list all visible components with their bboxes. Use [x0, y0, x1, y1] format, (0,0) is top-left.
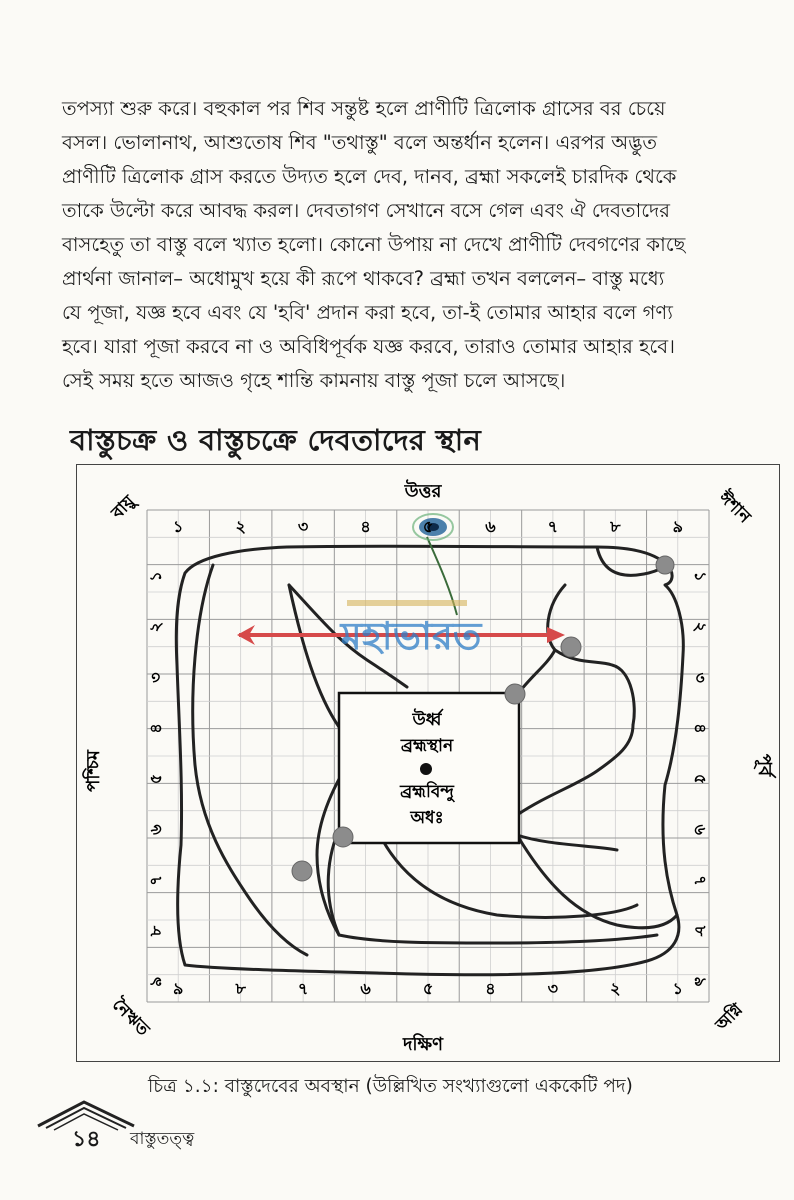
- book-title: বাস্তুতত্ত্ব: [130, 1129, 195, 1149]
- grid-number-right: ২: [691, 621, 710, 633]
- grid-number-bottom: ৮: [235, 979, 246, 998]
- grid-number-left: ১: [146, 571, 165, 582]
- paragraph-line: তপস্যা শুরু করে। বহুকাল পর শিব সন্তুষ্ট হলে প্রাণীটি ত্রিলোক গ্রাসের বর চেয়ে: [62, 97, 666, 120]
- direction-southwest: নৈঋত: [107, 994, 154, 1041]
- paragraph-line: যে পূজা, যজ্ঞ হবে এবং যে 'হবি' প্রদান করা হবে, তা-ই তোমার আহার বলে গণ্য: [62, 301, 673, 324]
- marma-point: [505, 684, 525, 704]
- grid-number-right: ৬: [691, 824, 710, 835]
- grid-number-left: ৮: [146, 925, 165, 937]
- grid-number-right: ৮: [691, 925, 710, 937]
- grid-number-bottom: ৭: [297, 979, 309, 998]
- paragraph-line: বসল। ভোলানাথ, আশুতোষ শিব "তথাস্তু" বলে অন্তর্ধান হলেন। এরপর অদ্ভুত: [62, 131, 658, 154]
- vastu-chakra-figure: [76, 464, 780, 1062]
- paragraph-line: তাকে উল্টো করে আবদ্ধ করল। দেবতাগণ সেখানে বসে গেল এবং ঐ দেবতাদের: [62, 199, 671, 222]
- grid-number-left: ৪: [146, 723, 165, 734]
- section-title: বাস্তুচক্র ও বাস্তুচক্রে দেবতাদের স্থান: [70, 423, 482, 457]
- paragraph-line: হবে। যারা পূজা করবে না ও অবিধিপূর্বক যজ্ঞ করবে, তারাও তোমার আহার হবে।: [62, 335, 676, 358]
- direction-east: পূর্ব: [754, 753, 775, 777]
- direction-south: দক্ষিণ: [402, 1034, 444, 1055]
- grid-number-left: ৯: [146, 976, 165, 987]
- center-label-upper: ব্রহ্মস্থান: [400, 736, 454, 756]
- center-label-top: উর্ধ্ব: [412, 710, 442, 730]
- grid-number-bottom: ৬: [360, 979, 371, 998]
- marma-point: [292, 861, 312, 881]
- grid-number-bottom: ৯: [173, 979, 184, 998]
- direction-north: উত্তর: [404, 481, 442, 502]
- marma-point: [656, 556, 674, 574]
- grid-number-top: ৯: [672, 517, 683, 536]
- grid-number-top: ৭: [547, 517, 559, 536]
- grid-number-bottom: ৪: [485, 979, 496, 998]
- marma-point: [561, 637, 581, 657]
- grid-number-right: ১: [691, 571, 710, 582]
- grid-number-right: ৪: [691, 723, 710, 734]
- watermark-text: মহাভারত: [340, 614, 482, 658]
- grid-number-top: ১: [173, 517, 184, 536]
- grid-number-left: ৬: [146, 824, 165, 835]
- marma-point: [333, 827, 353, 847]
- grid-number-right: ৯: [691, 976, 710, 987]
- grid-number-top: ৮: [610, 517, 621, 536]
- direction-southeast: অগ্নি: [711, 999, 748, 1036]
- grid-number-right: ৫: [691, 773, 710, 785]
- grid-number-top: ২: [235, 517, 246, 536]
- grid-number-bottom: ৫: [422, 979, 434, 998]
- center-label-lower: ব্রহ্মবিন্দু: [400, 782, 454, 802]
- body-paragraph: [62, 92, 762, 398]
- grid-number-top: ৫: [422, 517, 434, 536]
- figure-caption: চিত্র ১.১: বাস্তুদেবের অবস্থান (উল্লিখিত সংখ্যাগুলো এককেটি পদ): [148, 1076, 633, 1097]
- vastu-grid-diagram: [77, 465, 781, 1063]
- grid-number-bottom: ৩: [547, 979, 559, 998]
- grid-number-top: ৬: [485, 517, 496, 536]
- grid-number-bottom: ১: [672, 979, 683, 998]
- direction-northwest: বায়ু: [107, 491, 140, 524]
- grid-number-top: ৩: [297, 517, 309, 536]
- paragraph-line: প্রাণীটি ত্রিলোক গ্রাস করতে উদ্যত হলে দেব, দানব, ব্রহ্মা সকলেই চারদিক থেকে: [62, 165, 677, 188]
- grid-number-left: ৩: [146, 672, 165, 683]
- grid-number-right: ৩: [691, 672, 710, 683]
- grid-number-left: ২: [146, 621, 165, 633]
- center-label-bottom: অধঃ: [410, 808, 444, 828]
- grid-number-right: ৭: [691, 875, 710, 886]
- grid-number-left: ৫: [146, 773, 165, 785]
- paragraph-line: প্রার্থনা জানাল– অধোমুখ হয়ে কী রূপে থাকবে? ব্রহ্মা তখন বললেন– বাস্তু মধ্যে: [62, 267, 665, 290]
- brahmabindu-dot: [420, 763, 432, 775]
- direction-northeast: ঈশান: [714, 487, 755, 528]
- grid-number-left: ৭: [146, 875, 165, 886]
- paragraph-line: বাসহেতু তা বাস্তু বলে খ্যাত হলো। কোনো উপায় না দেখে প্রাণীটি দেবগণের কাছে: [62, 233, 686, 256]
- grid-number-top: ৪: [360, 517, 371, 536]
- page-number: ১৪: [72, 1127, 101, 1152]
- paragraph-line: সেই সময় হতে আজও গৃহে শান্তি কামনায় বাস্তু পূজা চলে আসছে।: [62, 369, 566, 392]
- grid-number-bottom: ২: [610, 979, 621, 998]
- direction-west: পশ্চিম: [83, 750, 104, 792]
